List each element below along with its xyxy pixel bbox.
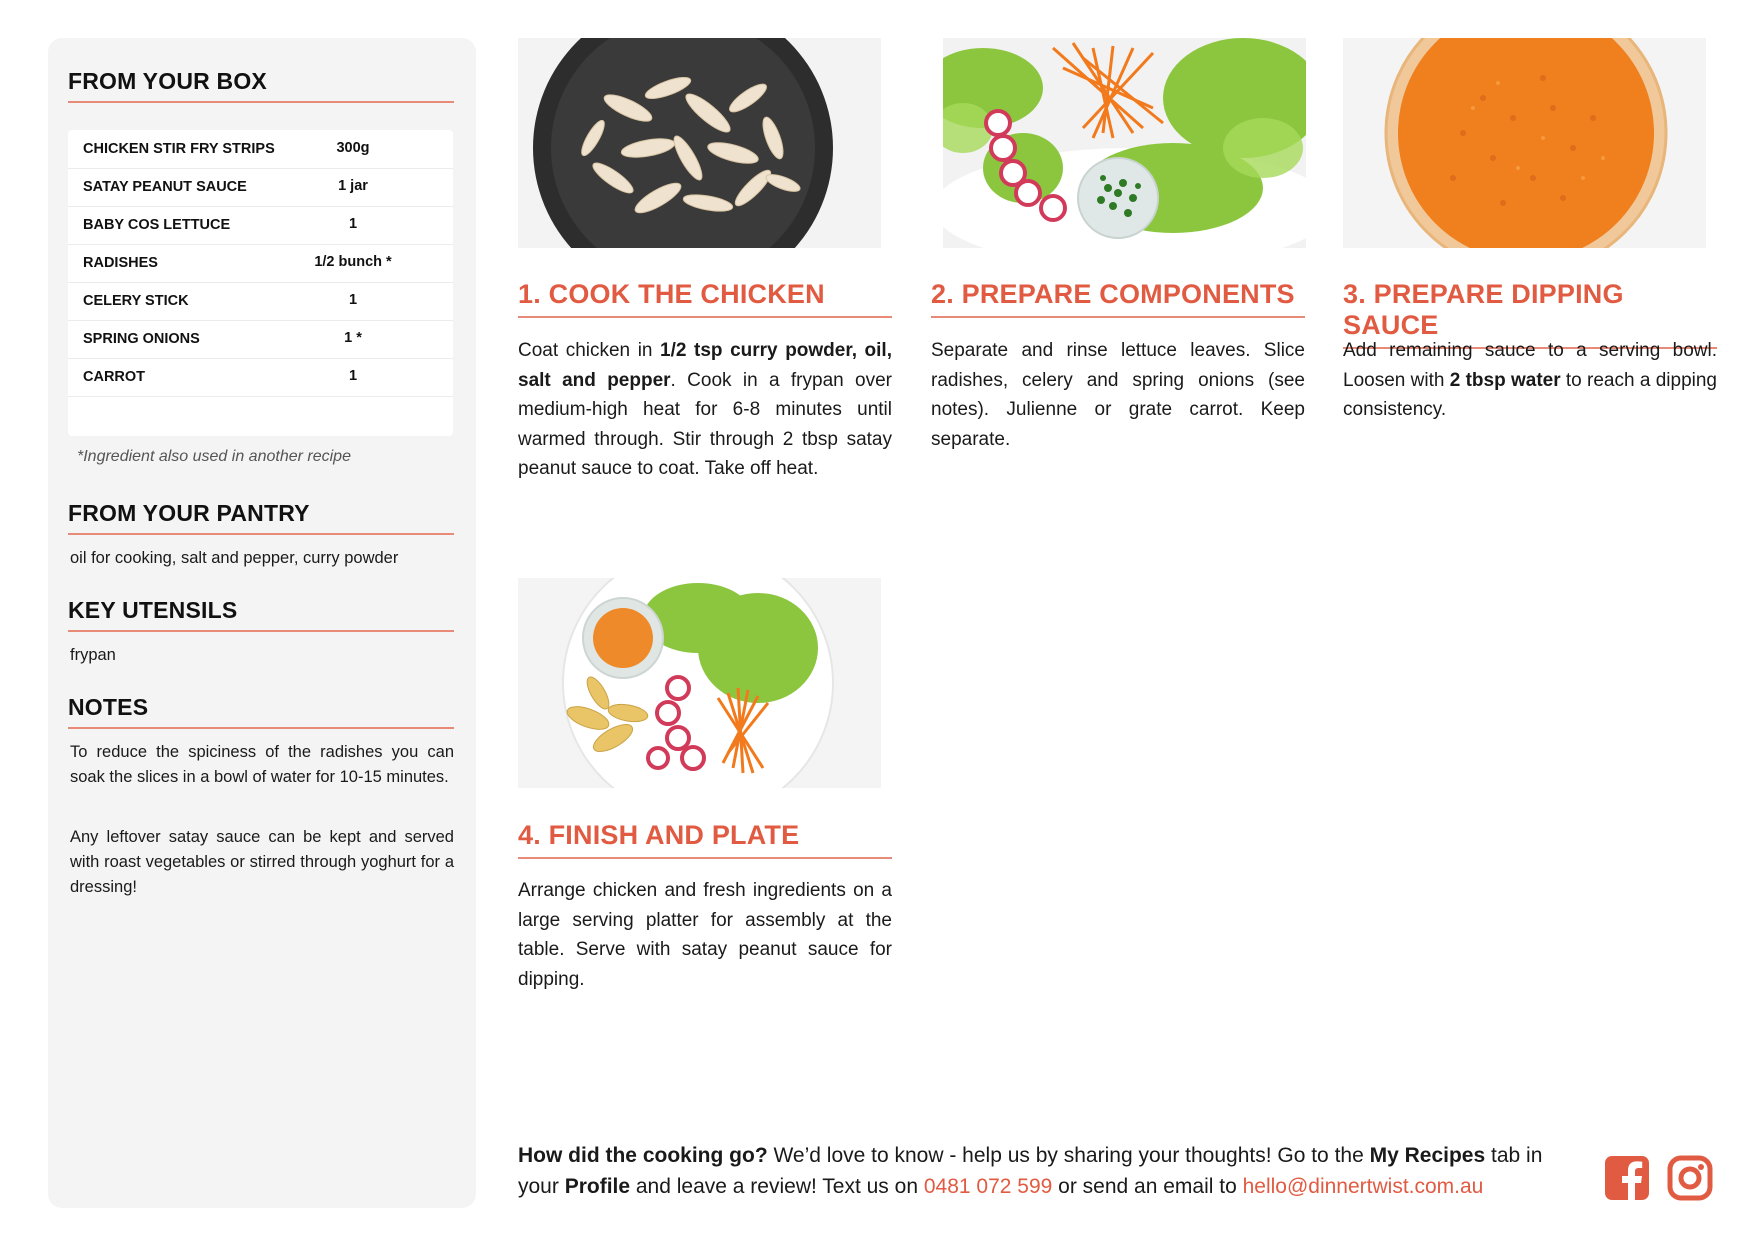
- utensils-text: frypan: [70, 646, 116, 664]
- ingredient-name: CARROT: [83, 369, 146, 385]
- ingredient-name: CELERY STICK: [83, 293, 189, 309]
- step-3-body: [1343, 336, 1717, 425]
- step-1-text: Coat chicken in: [518, 340, 661, 361]
- phone-number-link[interactable]: 0481 072 599: [923, 1175, 1053, 1198]
- footer-text: We’d love to know - help us by sharing your thoughts! Go to the: [767, 1144, 1370, 1167]
- step-4-title: 4. FINISH AND PLATE: [518, 820, 892, 859]
- ingredient-name: RADISHES: [83, 255, 158, 271]
- step-3-photo: [1343, 38, 1706, 248]
- facebook-icon[interactable]: [1604, 1155, 1650, 1201]
- notes-heading: NOTES: [68, 694, 454, 729]
- step-3-text: to reach a dipping consistency.: [1343, 369, 1717, 420]
- ingredient-row: [68, 320, 453, 359]
- ingredient-row: [68, 282, 453, 321]
- from-your-pantry-heading: FROM YOUR PANTRY: [68, 500, 454, 535]
- ingredient-row: [68, 168, 453, 207]
- profile-label: Profile: [564, 1175, 631, 1198]
- feedback-question: How did the cooking go?: [518, 1144, 768, 1167]
- ingredient-name: CHICKEN STIR FRY STRIPS: [83, 141, 275, 157]
- step-2-photo: [943, 38, 1306, 248]
- step-1-body: [518, 336, 892, 484]
- ingredient-qty: 1: [348, 368, 358, 384]
- step-2-text: Separate and rinse lettuce leaves. Slice radishes, celery and spring onions (see notes). Julienne or grate carrot. Keep separate.: [931, 340, 1305, 450]
- ingredient-qty: 300g: [336, 140, 370, 156]
- footer-text: and leave a review! Text us on: [630, 1175, 924, 1198]
- step-4-body: [518, 876, 892, 994]
- ingredient-row: [68, 244, 453, 283]
- ingredient-name: BABY COS LETTUCE: [83, 217, 231, 233]
- ingredients-table: [68, 130, 453, 436]
- ingredient-name: SPRING ONIONS: [83, 331, 200, 347]
- note-paragraph: Any leftover satay sauce can be kept and served with roast vegetables or stirred through yoghurt for a dressing!: [70, 828, 454, 896]
- ingredient-name: SATAY PEANUT SAUCE: [83, 179, 247, 195]
- ingredients-sidebar: [48, 38, 476, 1208]
- from-your-box-heading: FROM YOUR BOX: [68, 68, 454, 103]
- step-4-photo: [518, 578, 881, 788]
- ingredient-qty: 1/2 bunch *: [314, 254, 392, 270]
- ingredient-qty: 1: [348, 216, 358, 232]
- step-3-bold-text: 2 tbsp water: [1449, 369, 1561, 391]
- step-1-text: . Cook in a frypan over medium-high heat for 6-8 minutes until warmed through. Stir through 2 tbsp satay peanut sauce to coat. Take off heat.: [518, 369, 892, 479]
- step-1-photo: [518, 38, 881, 248]
- ingredient-footnote: *Ingredient also used in another recipe: [77, 448, 351, 465]
- footer-text: or send an email to: [1052, 1175, 1243, 1198]
- ingredient-row: [68, 130, 453, 169]
- my-recipes-label: My Recipes: [1369, 1144, 1486, 1167]
- step-3-text: Add remaining sauce to a serving bowl. Loosen with: [1343, 340, 1717, 391]
- step-2-body: [931, 336, 1305, 454]
- step-1-title: 1. COOK THE CHICKEN: [518, 279, 892, 318]
- step-4-text: Arrange chicken and fresh ingredients on a large serving platter for assembly at the table. Serve with satay peanut sauce for dipping.: [518, 880, 892, 990]
- ingredient-qty: 1: [348, 292, 358, 308]
- ingredient-row: [68, 206, 453, 245]
- ingredient-row: [68, 358, 453, 397]
- instagram-icon[interactable]: [1667, 1155, 1713, 1201]
- pantry-text: oil for cooking, salt and pepper, curry powder: [70, 549, 399, 567]
- ingredient-qty: 1 jar: [338, 178, 368, 194]
- key-utensils-heading: KEY UTENSILS: [68, 597, 454, 632]
- ingredient-qty: 1 *: [344, 330, 362, 346]
- note-paragraph: To reduce the spiciness of the radishes you can soak the slices in a bowl of water for 10-15 minutes.: [70, 743, 454, 786]
- footer-text: tab in your: [518, 1144, 1543, 1198]
- step-2-title: 2. PREPARE COMPONENTS: [931, 279, 1305, 318]
- feedback-footer: [518, 1140, 1578, 1202]
- email-link[interactable]: hello@dinnertwist.com.au: [1242, 1175, 1484, 1198]
- step-3-title: 3. PREPARE DIPPING SAUCE: [1343, 279, 1717, 349]
- step-1-bold-text: 1/2 tsp curry powder, oil, salt and pepper: [518, 340, 892, 391]
